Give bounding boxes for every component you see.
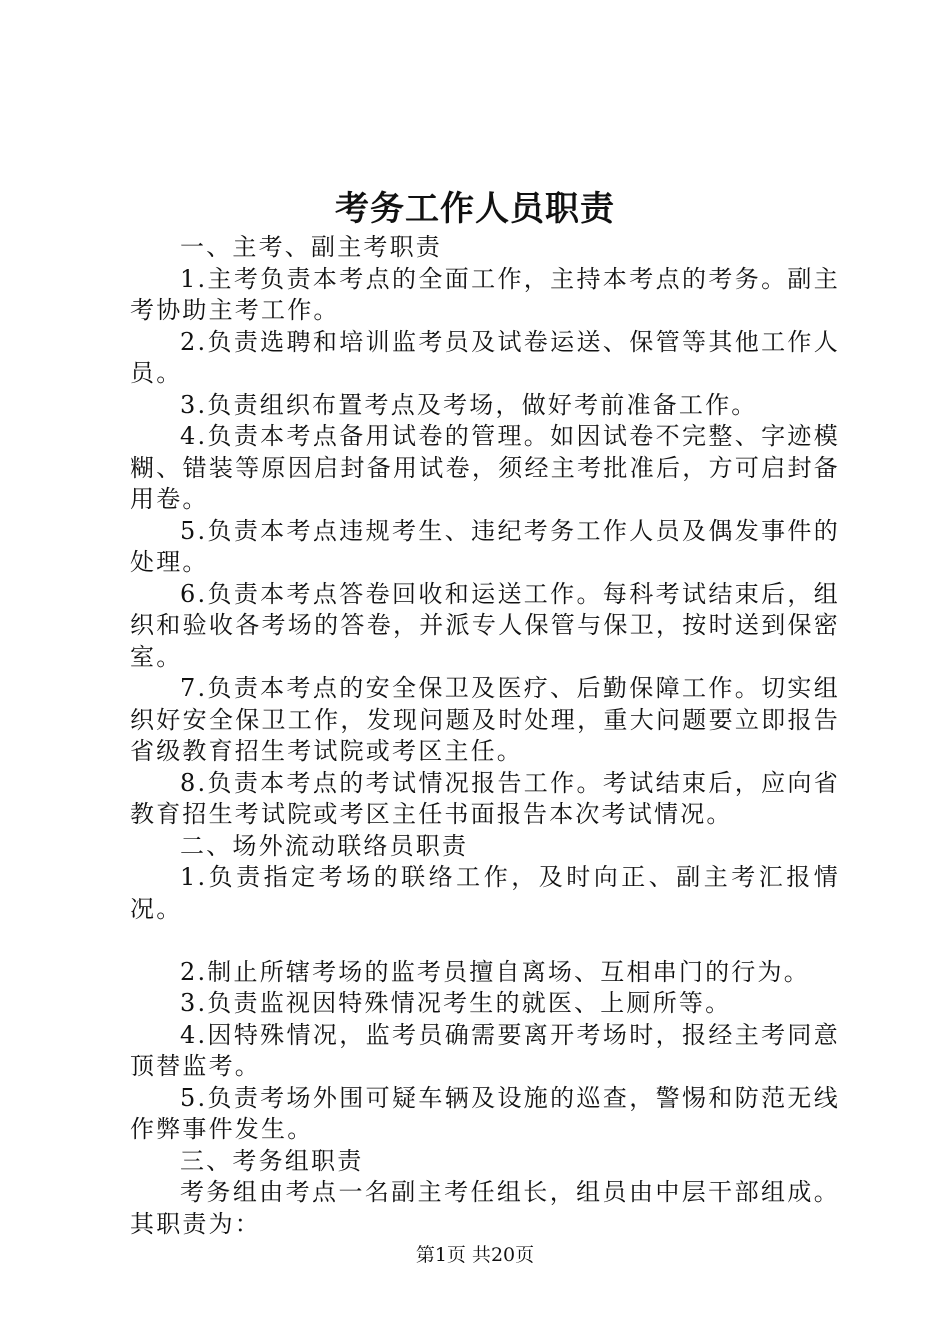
blank-line (130, 925, 840, 957)
paragraph: 6.负责本考点答卷回收和运送工作。每科考试结束后，组织和验收各考场的答卷，并派专人保管与保卫，按时送到保密室。 (130, 579, 840, 671)
section-heading: 二、场外流动联络员职责 (180, 831, 469, 860)
paragraph: 3.负责监视因特殊情况考生的就医、上厕所等。 (180, 989, 732, 1017)
paragraph: 4.因特殊情况，监考员确需要离开考场时，报经主考同意顶替监考。 (130, 1020, 840, 1080)
section-heading: 一、主考、副主考职责 (180, 233, 442, 261)
paragraph: 1.主考负责本考点的全面工作，主持本考点的考务。副主考协助主考工作。 (130, 264, 840, 324)
paragraph: 2.负责选聘和培训监考员及试卷运送、保管等其他工作人员。 (130, 327, 840, 387)
section-heading: 三、考务组职责 (180, 1146, 364, 1175)
paragraph: 5.负责本考点违规考生、违纪考务工作人员及偶发事件的处理。 (130, 516, 840, 576)
paragraph: 考务组由考点一名副主考任组长，组员由中层干部组成。其职责为： (130, 1178, 840, 1238)
paragraph: 2.制止所辖考场的监考员擅自离场、互相串门的行为。 (180, 957, 810, 986)
paragraph: 5.负责考场外围可疑车辆及设施的巡查，警惕和防范无线作弊事件发生。 (130, 1083, 840, 1143)
paragraph: 8.负责本考点的考试情况报告工作。考试结束后，应向省教育招生考试院或考区主任书面报告本次考试情况。 (130, 768, 840, 828)
document-body (130, 232, 840, 1240)
paragraph: 1.负责指定考场的联络工作，及时向正、副主考汇报情况。 (130, 863, 840, 923)
paragraph: 3.负责组织布置考点及考场，做好考前准备工作。 (180, 390, 758, 419)
paragraph: 4.负责本考点备用试卷的管理。如因试卷不完整、字迹模糊、错装等原因启封备用试卷，须经主考批准后，方可启封备用卷。 (130, 422, 840, 513)
page-number: 第1页 共20页 (415, 1244, 535, 1266)
document-title: 考务工作人员职责 (335, 189, 615, 229)
paragraph: 7.负责本考点的安全保卫及医疗、后勤保障工作。切实组织好安全保卫工作，发现问题及时处理，重大问题要立即报告省级教育招生考试院或考区主任。 (130, 674, 840, 765)
